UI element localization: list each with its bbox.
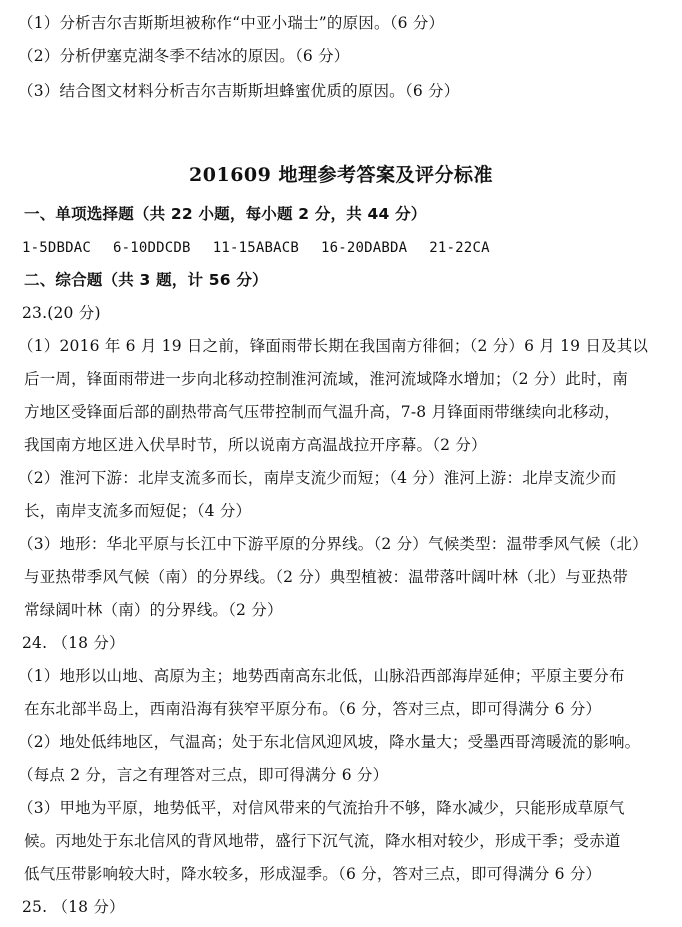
q23-p1-line: 我国南方地区进入伏旱时节，所以说南方高温战拉开序幕。（2 分） [24, 436, 487, 454]
section2-heading: 二、综合题（共 3 题，计 56 分） [24, 271, 268, 289]
answer-group: 1-5DBDAC [22, 240, 92, 256]
q23-p3-line: （3）地形：华北平原与长江中下游平原的分界线。（2 分）气候类型：温带季风气候（北） [18, 535, 648, 553]
q23-p1-line: 方地区受锋面后部的副热带高气压带控制而气温升高，7-8 月锋面雨带继续向北移动， [24, 403, 620, 421]
answer-group: 16-20DABDA [321, 240, 408, 256]
q24-p2-line: （2）地处低纬地区，气温高；处于东北信风迎风坡，降水量大；受墨西哥湾暖流的影响。 [18, 733, 641, 751]
q23-p1-line: （1）2016 年 6 月 19 日之前，锋面雨带长期在我国南方徘徊；（2 分）6 月 19 日及其以 [18, 337, 649, 355]
choice-answers [22, 237, 668, 259]
q24-p2-line: （每点 2 分，言之有理答对三点，即可得满分 6 分） [18, 766, 389, 784]
q24-p3-line: 候。丙地处于东北信风的背风地带，盛行下沉气流，降水相对较少，形成干季；受赤道 [24, 832, 621, 850]
q24-p1-line: 在东北部半岛上，西南沿海有狭窄平原分布。（6 分，答对三点，即可得满分 6 分） [24, 700, 602, 718]
q23-p3-line: 常绿阔叶林（南）的分界线。（2 分） [24, 601, 283, 619]
question-3: （3）结合图文材料分析吉尔吉斯斯坦蜂蜜优质的原因。（6 分） [18, 82, 460, 100]
q25-label: 25. （18 分） [22, 898, 125, 916]
answer-group: 11-15ABACB [212, 240, 299, 256]
answer-group: 21-22CA [429, 240, 490, 256]
section1-heading: 一、单项选择题（共 22 小题，每小题 2 分，共 44 分） [24, 205, 427, 223]
q23-p2-line: 长，南岸支流多而短促；（4 分） [24, 502, 252, 520]
q24-p3-line: （3）甲地为平原，地势低平，对信风带来的气流抬升不够，降水减少，只能形成草原气 [18, 799, 625, 817]
q23-p2-line: （2）淮河下游：北岸支流多而长，南岸支流少而短；（4 分）淮河上游：北岸支流少而 [18, 469, 617, 487]
q24-p3-line: 低气压带影响较大时，降水较多，形成湿季。（6 分，答对三点，即可得满分 6 分） [24, 865, 602, 883]
q24-p1-line: （1）地形以山地、高原为主；地势西南高东北低，山脉沿西部海岸延伸；平原主要分布 [18, 667, 625, 685]
answer-group: 6-10DDCDB [113, 240, 191, 256]
q23-p3-line: 与亚热带季风气候（南）的分界线。（2 分）典型植被：温带落叶阔叶林（北）与亚热带 [24, 568, 629, 586]
question-1: （1）分析吉尔吉斯斯坦被称作“中亚小瑞士”的原因。（6 分） [18, 14, 445, 32]
q23-p1-line: 后一周，锋面雨带进一步向北移动控制淮河流域，淮河流域降水增加；（2 分）此时，南 [24, 370, 629, 388]
q23-label: 23.(20 分) [22, 304, 101, 322]
answer-key-title: 201609 地理参考答案及评分标准 [189, 164, 493, 186]
q24-label: 24. （18 分） [22, 634, 125, 652]
question-2: （2）分析伊塞克湖冬季不结冰的原因。（6 分） [18, 47, 350, 65]
